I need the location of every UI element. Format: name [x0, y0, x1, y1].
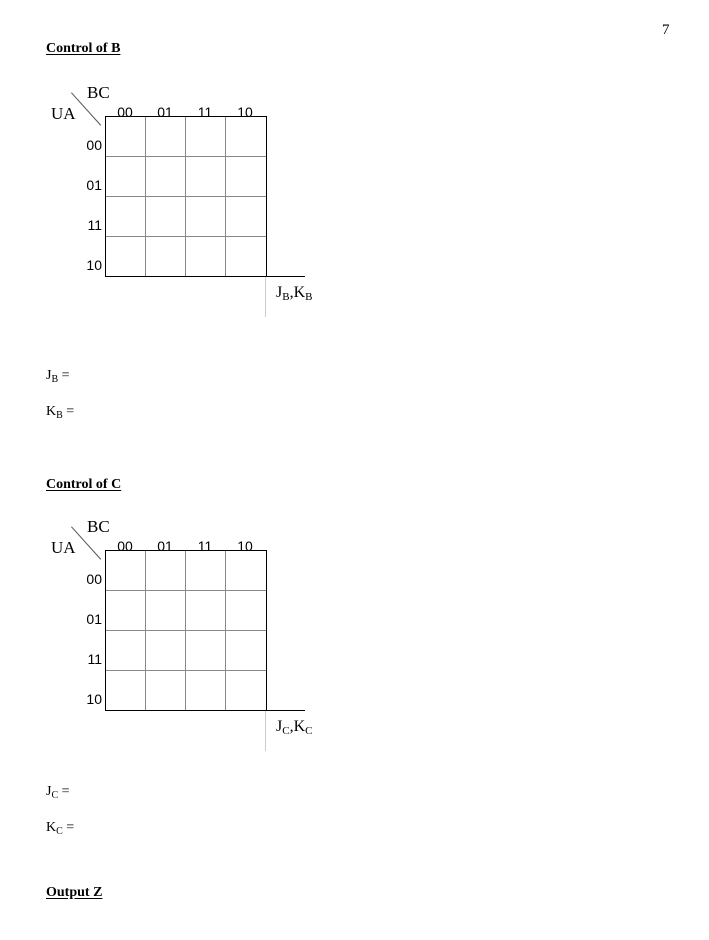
row-variable-label: UA — [51, 104, 76, 123]
page-number: 7 — [662, 22, 670, 38]
kmap-cell — [186, 157, 226, 197]
column-variable-label: BC — [87, 517, 110, 536]
kmap-cell — [106, 237, 146, 277]
row-label: 11 — [87, 651, 102, 667]
kmap-cell — [186, 551, 226, 591]
row-label: 11 — [87, 217, 102, 233]
kmap-cell — [106, 157, 146, 197]
row-label: 01 — [86, 611, 102, 627]
equation-kb: $K_B$ = — [46, 404, 75, 421]
row-label: 01 — [86, 177, 102, 193]
kmap-cell — [106, 671, 146, 711]
row-label: 00 — [86, 571, 102, 587]
kmap-cell — [146, 591, 186, 631]
kmap-cell — [146, 671, 186, 711]
kmap-cell — [186, 237, 226, 277]
heading-control-of-c: Control of C — [46, 477, 122, 492]
kmap-cell — [226, 117, 266, 157]
row-label: 10 — [86, 257, 102, 273]
column-label: 01 — [157, 538, 173, 554]
kmap-cell — [146, 117, 186, 157]
karnaugh-map-b — [0, 83, 340, 323]
kmap-cell — [226, 631, 266, 671]
kmap-cell — [226, 237, 266, 277]
kmap-cell — [146, 237, 186, 277]
kmap-tick — [265, 277, 266, 317]
kmap-grid — [105, 116, 267, 277]
equation-jc: $J_C$ = — [46, 784, 70, 801]
kmap-cell — [186, 197, 226, 237]
column-label: 01 — [157, 104, 173, 120]
column-label: 10 — [237, 538, 253, 554]
karnaugh-map-c — [0, 517, 340, 757]
kmap-baseline — [105, 710, 305, 711]
heading-output-z: Output Z — [46, 885, 103, 900]
kmap-cell — [106, 551, 146, 591]
kmap-cell — [106, 631, 146, 671]
kmap-tick — [265, 711, 266, 751]
equation-kc: $K_C$ = — [46, 820, 75, 837]
heading-control-of-b: Control of B — [46, 41, 121, 56]
column-label: 10 — [237, 104, 253, 120]
kmap-cell — [106, 591, 146, 631]
kmap-cell — [146, 631, 186, 671]
column-label: 11 — [197, 104, 213, 120]
kmap-cell — [186, 631, 226, 671]
row-variable-label: UA — [51, 538, 76, 557]
column-variable-label: BC — [87, 83, 110, 102]
column-label: 00 — [117, 104, 133, 120]
kmap-baseline — [105, 276, 305, 277]
kmap-cell — [226, 551, 266, 591]
kmap-cell — [106, 117, 146, 157]
row-label: 10 — [86, 691, 102, 707]
function-label: $J_C,K_C$ — [276, 718, 313, 737]
kmap-cell — [186, 671, 226, 711]
function-label: $J_B,K_B$ — [276, 284, 313, 303]
kmap-cell — [146, 551, 186, 591]
kmap-cell — [226, 157, 266, 197]
kmap-cell — [226, 671, 266, 711]
kmap-cell — [146, 197, 186, 237]
kmap-cell — [226, 197, 266, 237]
column-label: 11 — [197, 538, 213, 554]
column-label: 00 — [117, 538, 133, 554]
kmap-cell — [186, 117, 226, 157]
equation-jb: $J_B$ = — [46, 368, 70, 385]
kmap-cell — [226, 591, 266, 631]
kmap-cell — [186, 591, 226, 631]
row-label: 00 — [86, 137, 102, 153]
kmap-cell — [106, 197, 146, 237]
kmap-cell — [146, 157, 186, 197]
kmap-grid — [105, 550, 267, 711]
